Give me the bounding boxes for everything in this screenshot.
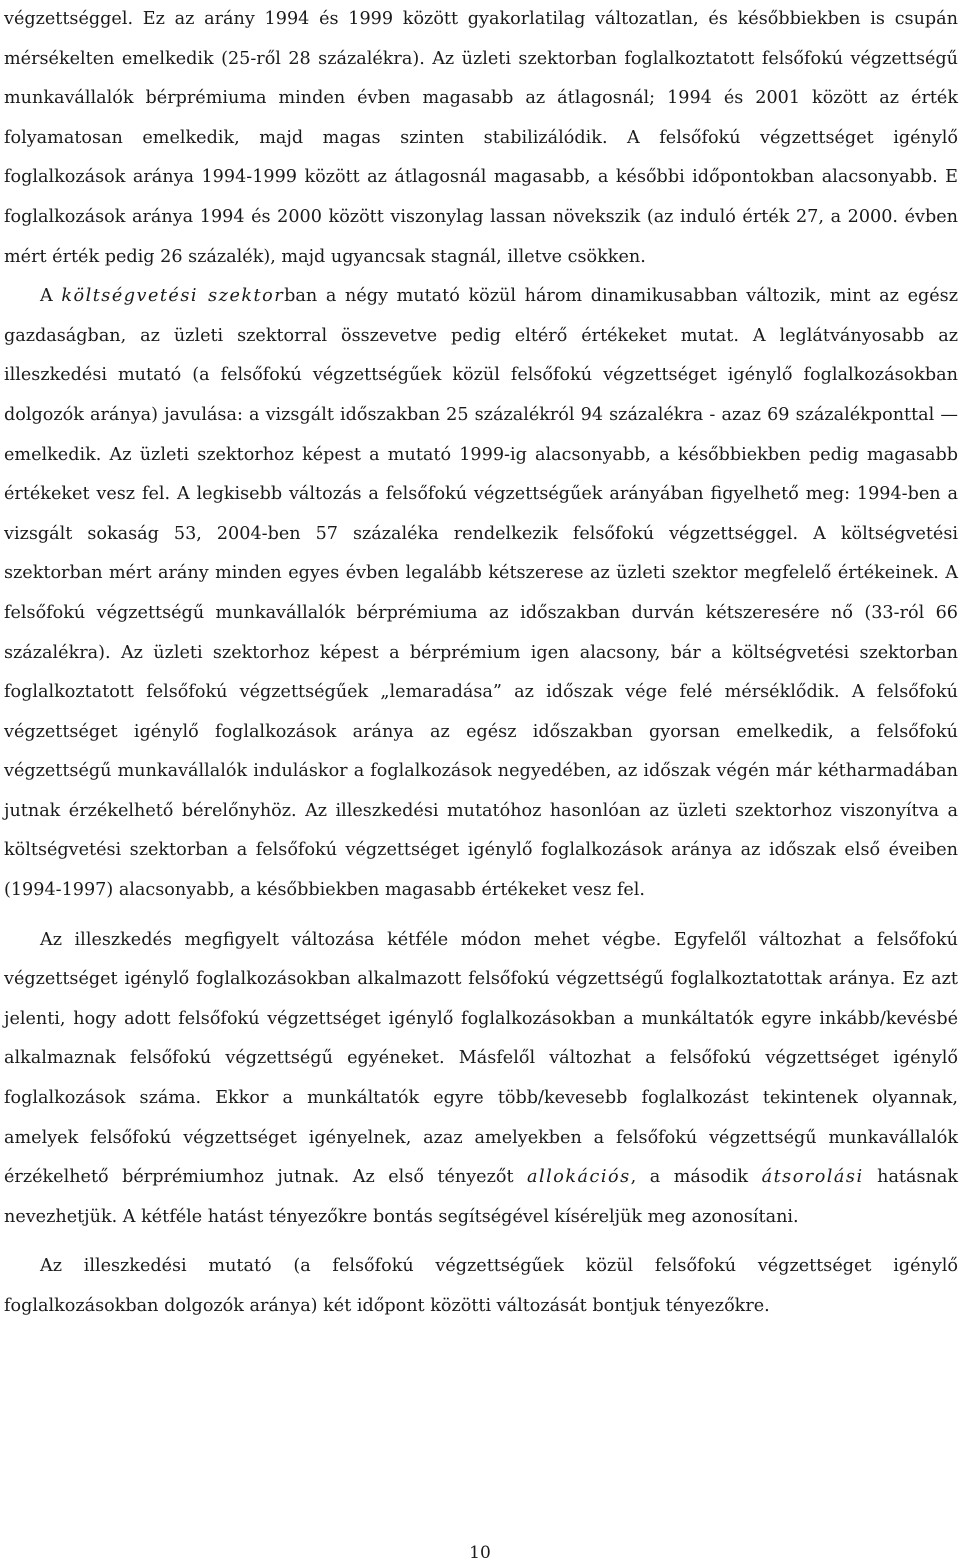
paragraph-1-text: végzettséggel. Ez az arány 1994 és 1999 között gyakorlatilag változatlan, és későbbiekben is csupán mérsékelten emelkedik (25-ről 28 százalékra). Az üzleti szektorban foglalkoztatott felsőfokú végzettségű munkavállalók bérprémiuma minden évben magasabb az átlagosnál; 1994 és 2001 között az érték folyamatosan emelkedik, majd magas szinten stabilizálódik. A felsőfokú végzettséget igénylő foglalkozások aránya 1994-1999 között az átlagosnál magasabb, a későbbi időpontokban alacsonyabb. E foglalkozások aránya 1994 és 2000 között viszonylag lassan növekszik (az induló érték 27, a 2000. évben mért érték pedig 26 százalék), majd ugyancsak stagnál, illetve csökken. (4, 9, 958, 267)
paragraph-2 (4, 277, 958, 911)
paragraph-2-emphasis: költségvetési szektor (61, 286, 285, 307)
paragraph-4 (4, 1247, 958, 1326)
document-page (4, 0, 958, 1327)
page-number: 10 (469, 1543, 491, 1563)
paragraph-3-middle: , a második (630, 1167, 762, 1188)
paragraph-3-term-reclassification: átsorolási (761, 1167, 864, 1188)
paragraph-4-text: Az illeszkedési mutató (a felsőfokú végzettségűek közül felsőfokú végzettséget igénylő foglalkozásokban dolgozók aránya) két időpont közötti változását bontjuk tényezőkre. (4, 1256, 958, 1316)
paragraph-1 (4, 0, 958, 277)
paragraph-3 (4, 921, 958, 1238)
paragraph-3-term-allocation: allokációs (527, 1167, 631, 1188)
paragraph-3-body: Az illeszkedés megfigyelt változása kétféle módon mehet végbe. Egyfelől változhat a felsőfokú végzettséget igénylő foglalkozásokban alkalmazott felsőfokú végzettségű foglalkoztatottak aránya. Ez azt jelenti, hogy adott felsőfokú végzettséget igénylő foglalkozásokban a munkáltatók egyre inkább/kevésbé alkalmaznak felsőfokú végzettségű egyéneket. Másfelől változhat a felsőfokú végzettséget igénylő foglalkozások száma. Ekkor a munkáltatók egyre több/kevesebb foglalkozást tekintenek olyannak, amelyek felsőfokú végzettséget igényelnek, azaz amelyekben a felsőfokú végzettségű munkavállalók érzékelhető bérprémiumhoz jutnak. Az első tényezőt (4, 929, 958, 1188)
paragraph-2-body: ban a négy mutató közül három dinamikusabban változik, mint az egész gazdaságban, az üzleti szektorral összevetve pedig eltérő értékeket mutat. A leglátványosabb az illeszkedési mutató (a felsőfokú végzettségűek közül felsőfokú végzettséget igénylő foglalkozásokban dolgozók aránya) javulása: a vizsgált időszakban 25 százalékról 94 százalékra - azaz 69 százalékponttal — emelkedik. Az üzleti szektorhoz képest a mutató 1999-ig alacsonyabb, a későbbiekben pedig magasabb értékeket vesz fel. A legkisebb változás a felsőfokú végzettségűek arányában figyelhető meg: 1994-ben a vizsgált sokaság 53, 2004-ben 57 százaléka rendelkezik felsőfokú végzettséggel. A költségvetési szektorban mért arány minden egyes évben legalább kétszerese az üzleti szektor megfelelő értékeinek. A felsőfokú végzettségű munkavállalók bérprémiuma az időszakban durván kétszeresére nő (33-ról 66 százalékra). Az üzleti szektorhoz képest a bérprémium igen alacsony, bár a költségvetési szektorban foglalkoztatott felsőfokú végzettségűek „lemaradása” az időszak vége felé mérséklődik. A felsőfokú végzettséget igénylő foglalkozások aránya az egész időszakban gyorsan emelkedik, a felsőfokú végzettségű munkavállalók induláskor a foglalkozások negyedében, az időszak végén már kétharmadában jutnak érzékelhető bérelőnyhöz. Az illeszkedési mutatóhoz hasonlóan az üzleti szektorhoz viszonyítva a költségvetési szektorban a felsőfokú végzettséget igénylő foglalkozások aránya az időszak első éveiben (1994-1997) alacsonyabb, a későbbiekben magasabb értékeket vesz fel. (4, 286, 958, 901)
paragraph-3-tail: hatásnak nevezhetjük. A kétféle hatást tényezőkre bontás segítségével kíséreljük meg azonosítani. (4, 1167, 958, 1227)
paragraph-2-lead: A (40, 286, 62, 307)
